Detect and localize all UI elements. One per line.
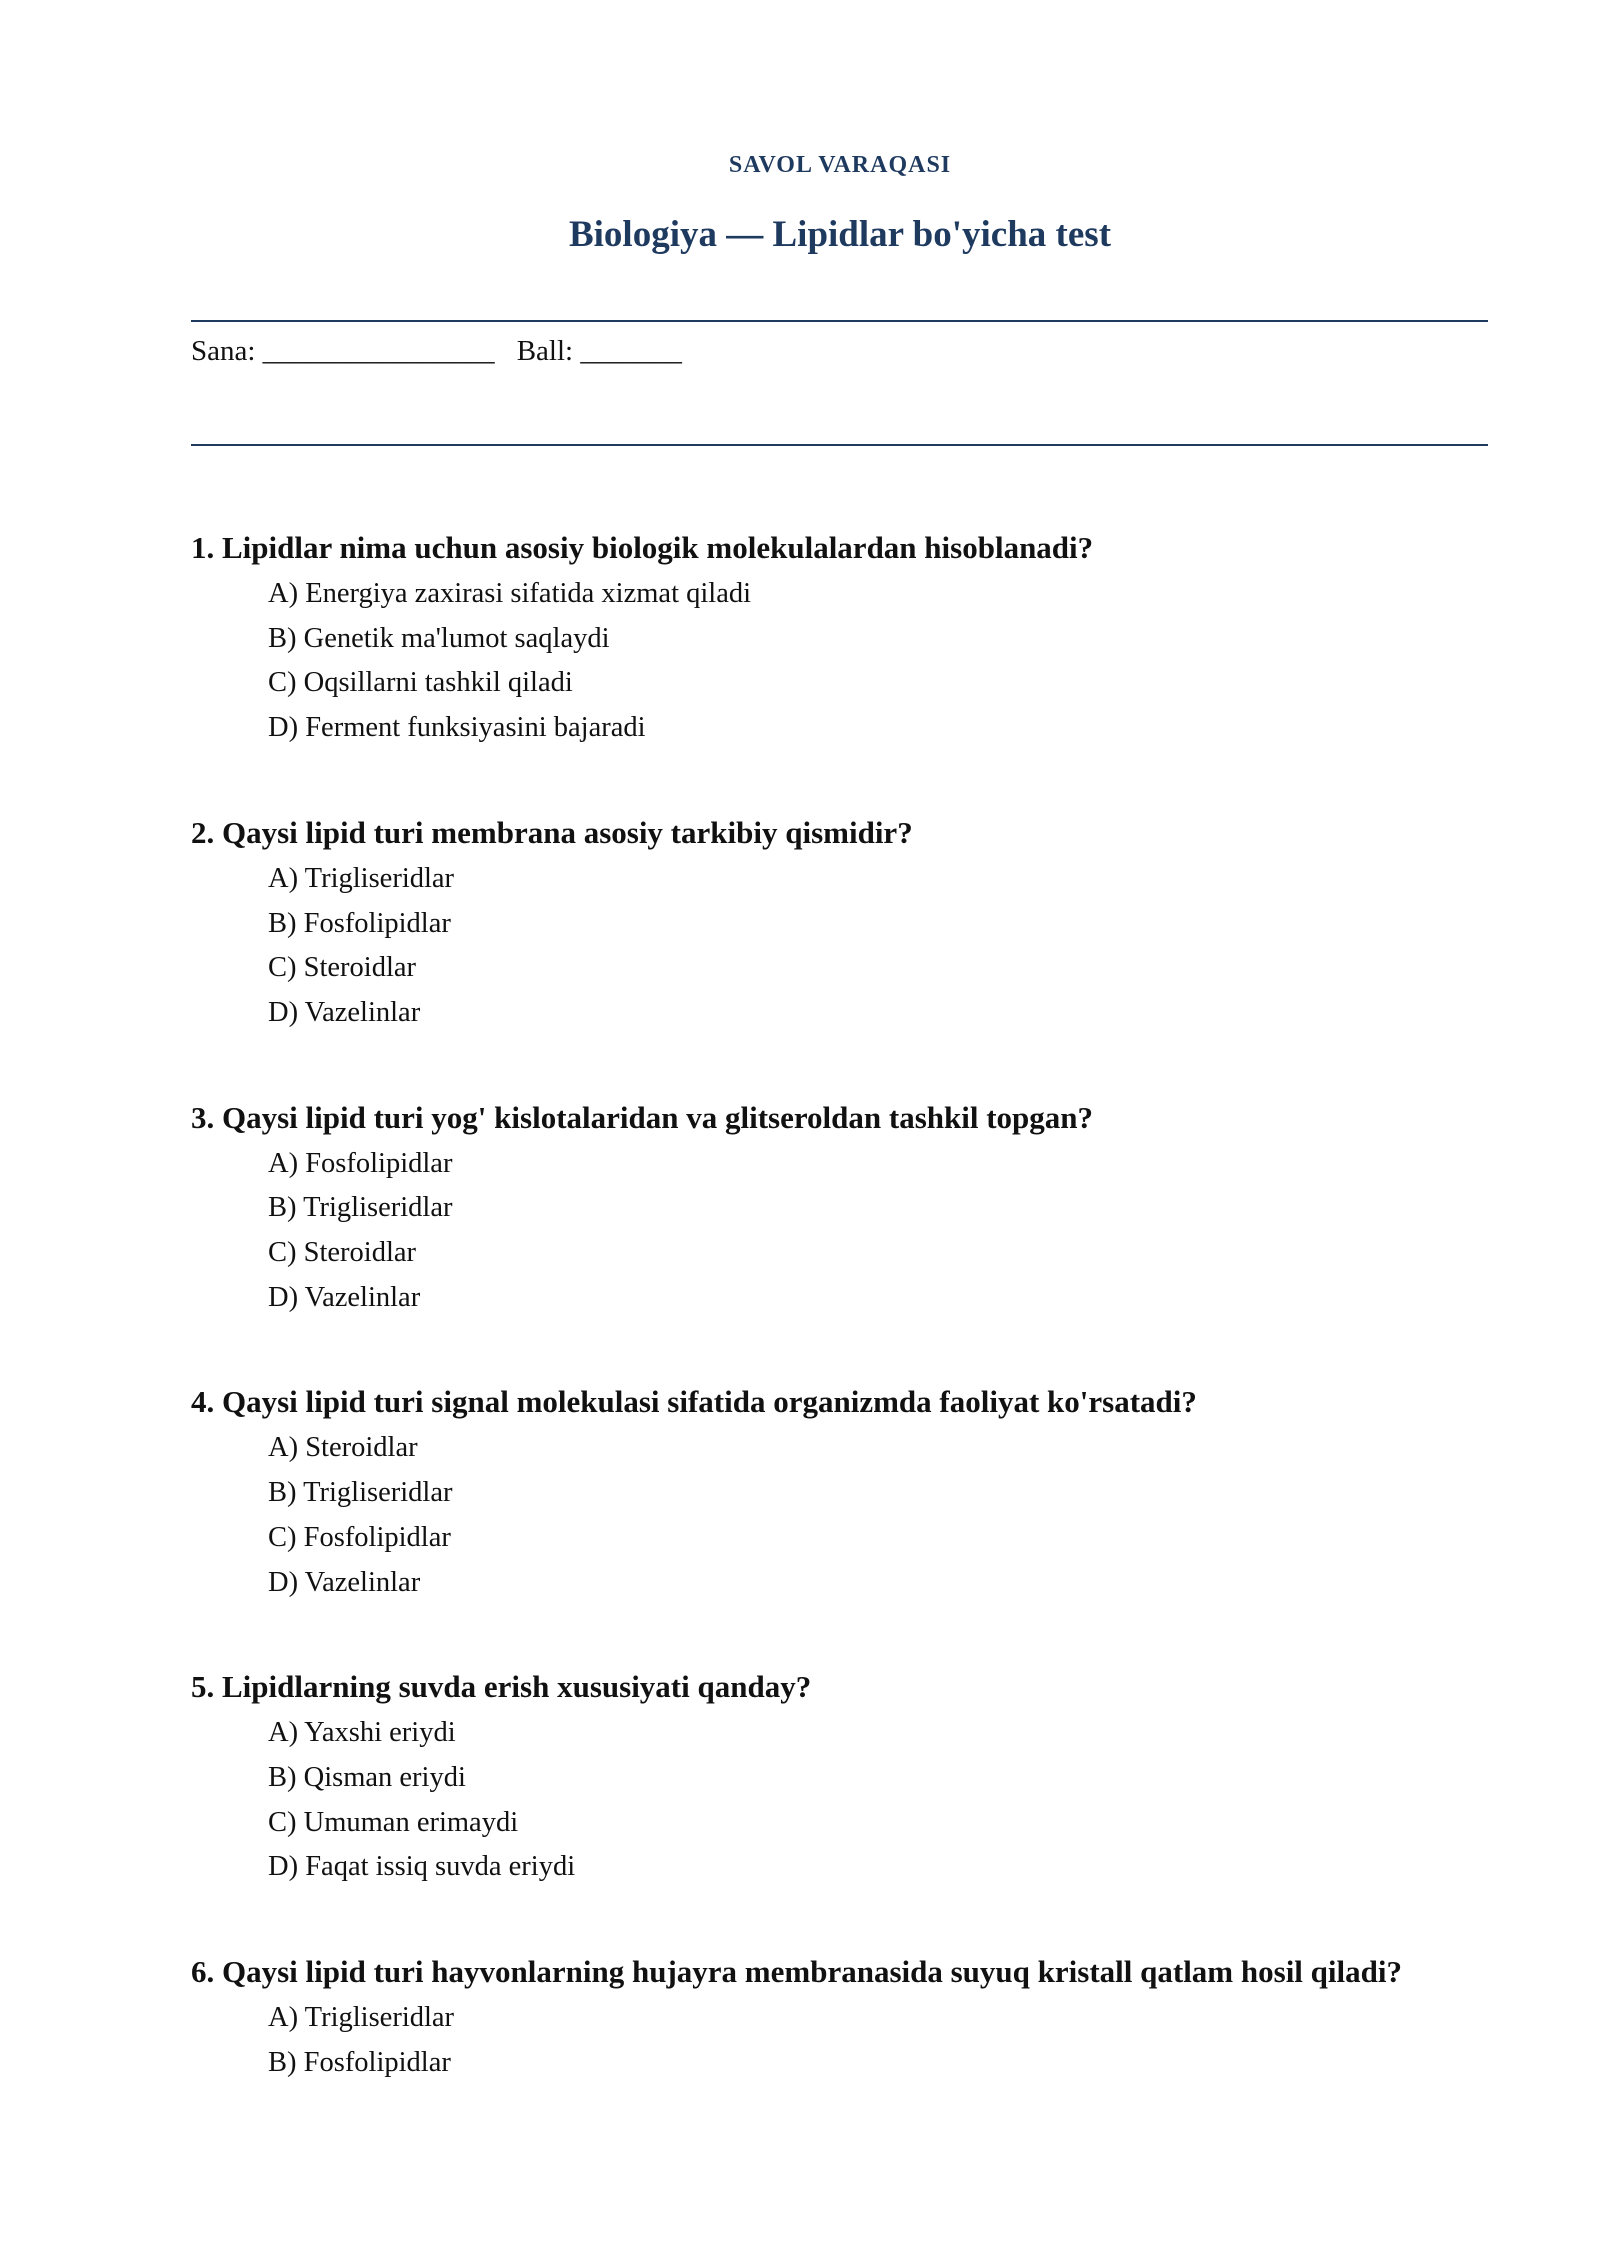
page-title: Biologiya — Lipidlar bo'yicha test (568, 214, 1112, 255)
question-text: 5. Lipidlarning suvda erish xususiyati qanday? (191, 1669, 812, 1705)
option-b: B) Genetik ma'lumot saqlaydi (268, 622, 610, 654)
option-c: C) Steroidlar (268, 952, 417, 984)
option-list (191, 1996, 1511, 2085)
header-fields (191, 335, 682, 368)
question-3 (191, 1098, 1511, 1321)
sheet-kicker: SAVOL VARAQASI (728, 152, 952, 178)
option-c: C) Oqsillarni tashkil qiladi (268, 667, 573, 699)
option-list (191, 1426, 1511, 1605)
option-d: D) Vazelinlar (268, 996, 421, 1028)
option-d: D) Ferment funksiyasini bajaradi (268, 712, 646, 744)
option-c: C) Umuman erimaydi (268, 1806, 519, 1838)
option-d: D) Vazelinlar (268, 1566, 421, 1598)
option-a: A) Fosfolipidlar (268, 1147, 453, 1179)
date-field: Sana: ________________ (191, 335, 495, 367)
option-b: B) Trigliseridlar (268, 1477, 453, 1509)
question-6 (191, 1952, 1511, 2085)
option-a: A) Yaxshi eriydi (268, 1717, 456, 1749)
score-field: Ball: _______ (516, 335, 682, 367)
question-list (191, 528, 1511, 2147)
question-text: 1. Lipidlar nima uchun asosiy biologik molekulalardan hisoblanadi? (191, 530, 1094, 565)
question-4 (191, 1382, 1511, 1605)
question-1 (191, 528, 1511, 751)
option-list (191, 572, 1511, 751)
option-list (191, 1711, 1511, 1890)
option-list (191, 857, 1511, 1036)
question-text: 6. Qaysi lipid turi hayvonlarning hujayra membranasida suyuq kristall qatlam hosil qiladi? (191, 1954, 1402, 1990)
option-d: D) Vazelinlar (268, 1281, 421, 1313)
option-a: A) Trigliseridlar (268, 2002, 455, 2034)
question-text: 2. Qaysi lipid turi membrana asosiy tarkibiy qismidir? (191, 814, 913, 850)
option-a: A) Steroidlar (268, 1432, 418, 1464)
option-a: A) Trigliseridlar (268, 862, 455, 894)
header-divider-bottom (191, 444, 1488, 446)
option-b: B) Trigliseridlar (268, 1192, 453, 1224)
option-b: B) Fosfolipidlar (268, 907, 451, 939)
header-divider-top (191, 320, 1488, 322)
question-5 (191, 1667, 1511, 1890)
option-b: B) Fosfolipidlar (268, 2046, 451, 2078)
option-d: D) Faqat issiq suvda eriydi (268, 1851, 576, 1883)
question-2 (191, 813, 1511, 1036)
question-text: 4. Qaysi lipid turi signal molekulasi sifatida organizmda faoliyat ko'rsatadi? (191, 1384, 1197, 1420)
option-c: C) Steroidlar (268, 1237, 417, 1269)
question-text: 3. Qaysi lipid turi yog' kislotalaridan va glitseroldan tashkil topgan? (191, 1099, 1094, 1135)
option-b: B) Qisman eriydi (268, 1761, 466, 1793)
option-list (191, 1142, 1511, 1321)
option-a: A) Energiya zaxirasi sifatida xizmat qiladi (268, 578, 752, 609)
option-c: C) Fosfolipidlar (268, 1521, 451, 1553)
